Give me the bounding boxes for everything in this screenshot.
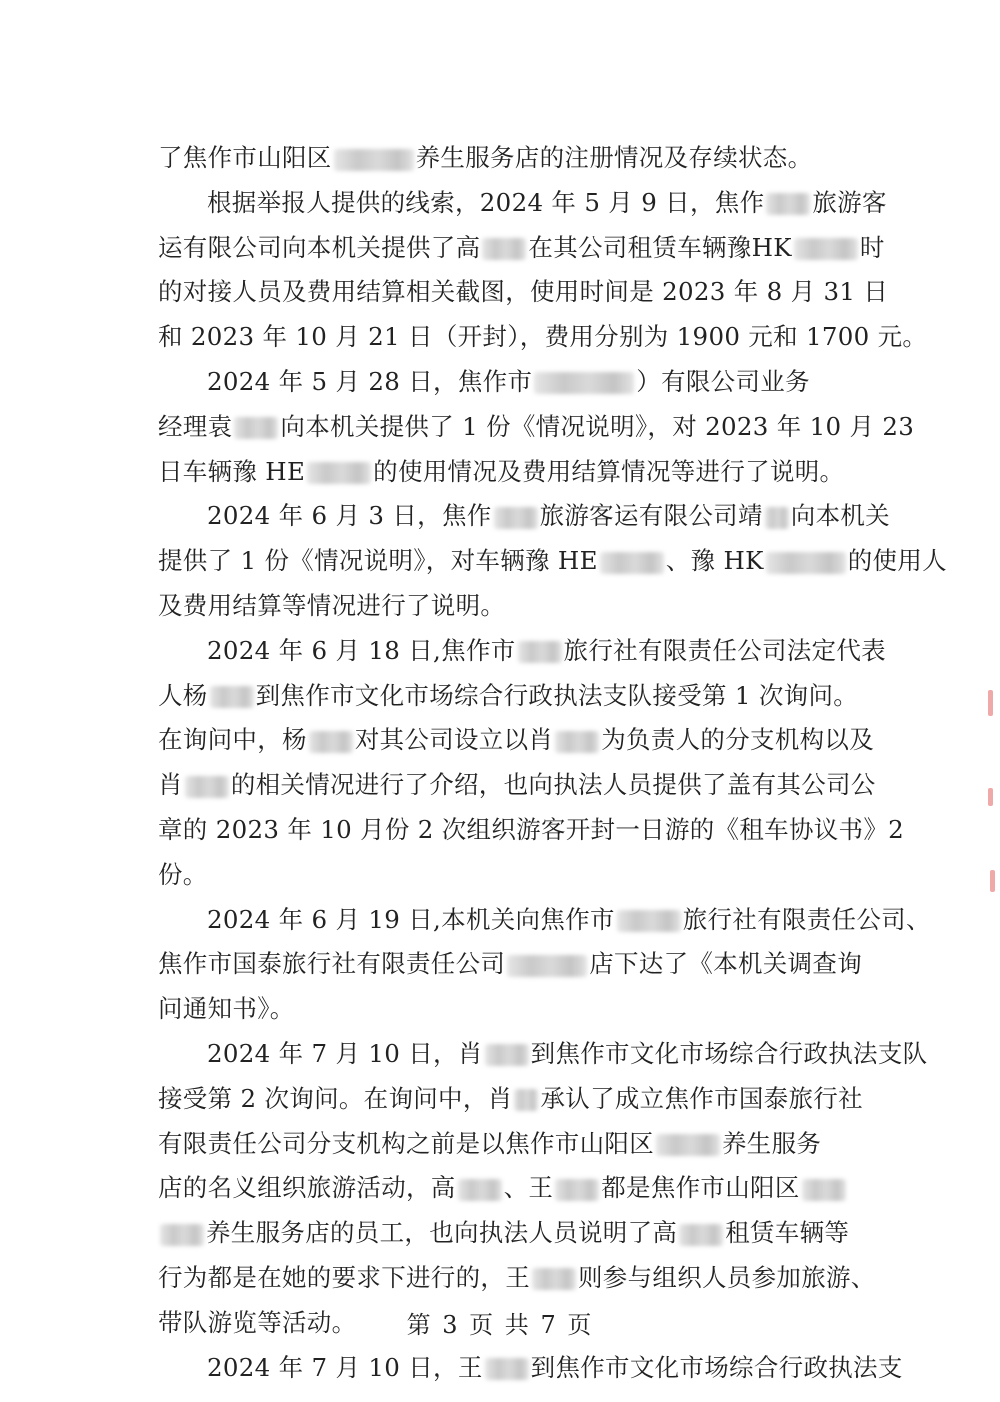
text-run: 旅游客 [812,187,887,217]
text-line [158,450,913,495]
text-run: 的相关情况进行了介绍，也向执法人员提供了盖有其公司公 [230,770,876,800]
text-run: 向本机关 [790,501,890,531]
text-run: 日车辆豫 HE [158,456,306,486]
text-line [158,987,913,1032]
text-run: 2024 年 6 月 3 日，焦作 [207,501,492,531]
redacted-text [482,238,526,260]
redacted-text [160,1224,204,1246]
text-line [158,898,931,943]
body-text [158,136,947,1390]
text-run: 到焦作市文化市场综合行政执法支队 [530,1038,928,1068]
redacted-text [534,372,634,394]
text-line [158,808,913,853]
redacted-text [532,1268,576,1290]
text-run: 行为都是在她的要求下进行的，王 [158,1262,530,1292]
redacted-text [766,193,810,215]
text-line [158,763,913,808]
text-run: 都是焦作市山阳区 [601,1173,800,1203]
text-run: 旅行社有限责任公司、 [682,904,931,934]
redacted-text [494,507,538,529]
text-run: 向本机关提供了 1 份《情况说明》，对 2023 年 10 月 23 [280,411,915,441]
text-line [158,1077,913,1122]
redacted-text [507,955,587,977]
text-run: 在其公司租赁车辆豫HK [528,232,792,262]
text-run: 对其公司设立以肖 [354,725,554,755]
text-run: 养生服务店的员工，也向执法人员说明了高 [206,1218,678,1248]
text-run: 在询问中，杨 [158,725,307,755]
redacted-text [766,552,846,574]
text-run: 的使用情况及费用结算情况等进行了说明。 [373,456,845,486]
text-line [158,181,913,226]
redacted-text [656,1134,720,1156]
redacted-text [485,1044,529,1066]
text-run: 旅行社有限责任公司法定代表 [563,635,886,665]
redacted-text [802,1179,846,1201]
text-line [158,718,913,763]
text-run: 份。 [158,859,208,889]
text-run: 养生服务 [722,1128,822,1158]
text-run: 了焦作市山阳区 [158,143,332,172]
text-run: 到焦作市文化市场综合行政执法支 [530,1352,903,1382]
text-run: 运有限公司向本机关提供了高 [158,232,481,262]
redacted-text [555,1179,599,1201]
text-line [158,1256,913,1301]
text-run: 根据举报人提供的线索，2024 年 5 月 9 日，焦作 [207,187,765,217]
text-line [158,584,913,629]
redacted-text [458,1179,502,1201]
redacted-text [617,910,681,932]
text-run: 焦作市国泰旅行社有限责任公司 [158,949,506,979]
text-run: 承认了成立焦作市国泰旅行社 [540,1083,863,1113]
redacted-text [309,731,353,753]
text-line [158,494,913,539]
redacted-text [234,417,278,439]
text-run: 、王 [503,1173,554,1203]
text-run: 章的 2023 年 10 月份 2 次组织游客开封一日游的《租车协议书》2 [158,814,905,844]
redacted-text [334,149,414,171]
redacted-text [210,686,254,708]
text-run: 肖 [158,770,183,800]
text-run: 2024 年 6 月 18 日,焦作市 [207,635,516,665]
redacted-text [185,776,229,798]
text-run: 有限责任公司分支机构之前是以焦作市山阳区 [158,1128,654,1158]
text-run: 带队游览等活动。 [158,1307,357,1337]
redacted-text [485,1358,529,1380]
text-line [158,136,913,181]
text-run: 2024 年 7 月 10 日，肖 [207,1038,483,1068]
text-run: 的对接人员及费用结算相关截图，使用时间是 2023 年 8 月 31 日 [158,277,889,307]
text-run: 旅游客运有限公司靖 [539,501,763,531]
redacted-text [518,641,562,663]
text-line [158,942,913,987]
text-line [158,1166,913,1211]
text-line [158,270,913,315]
text-run: 2024 年 6 月 19 日,本机关向焦作市 [207,904,615,934]
text-line [158,629,913,674]
text-run: 提供了 1 份《情况说明》，对车辆豫 HE [158,546,598,576]
text-run: 店的名义组织旅游活动，高 [158,1173,456,1203]
redacted-text [765,507,789,529]
text-run: 经理袁 [158,411,233,441]
text-line [158,315,928,360]
text-run: 的使用人 [847,546,947,576]
text-run: 及费用结算等情况进行了说明。 [158,590,506,620]
text-run: 则参与组织人员参加旅游、 [578,1262,876,1292]
text-line [158,1346,913,1391]
text-run: 接受第 2 次询问。在询问中，肖 [158,1083,513,1113]
redacted-text [514,1089,538,1111]
text-run: 人杨 [158,680,208,710]
text-line [158,539,947,584]
edge-mark [988,690,993,716]
edge-mark [990,870,995,892]
text-run: 2024 年 5 月 28 日，焦作市 [207,366,533,396]
text-run: 和 2023 年 10 月 21 日（开封），费用分别为 1900 元和 1700 元。 [158,322,928,352]
text-line [158,1122,913,1167]
edge-mark [988,788,993,806]
page-footer: 第 3 页 共 7 页 [406,1311,594,1339]
text-run: ）有限公司业务 [636,366,810,396]
text-run: 、豫 HK [665,546,764,576]
text-run: 为负责人的分支机构以及 [601,725,875,755]
text-line [158,674,913,719]
redacted-text [600,552,664,574]
text-run: 问通知书》。 [158,994,295,1024]
text-line [158,853,913,898]
text-run: 2024 年 7 月 10 日，王 [207,1352,483,1382]
text-line [158,360,913,405]
text-line [158,226,913,271]
text-run: 时 [859,232,885,262]
text-line [158,1032,928,1077]
redacted-text [307,462,371,484]
text-line [158,1211,913,1256]
text-run: 养生服务店的注册情况及存续状态。 [415,143,813,172]
redacted-text [679,1224,723,1246]
text-run: 店下达了《本机关调查询 [589,949,863,979]
redacted-text [794,238,858,260]
text-run: 到焦作市文化市场综合行政执法支队接受第 1 次询问。 [255,680,859,710]
redacted-text [555,731,599,753]
text-line [158,405,913,450]
text-run: 租赁车辆等 [725,1218,850,1248]
